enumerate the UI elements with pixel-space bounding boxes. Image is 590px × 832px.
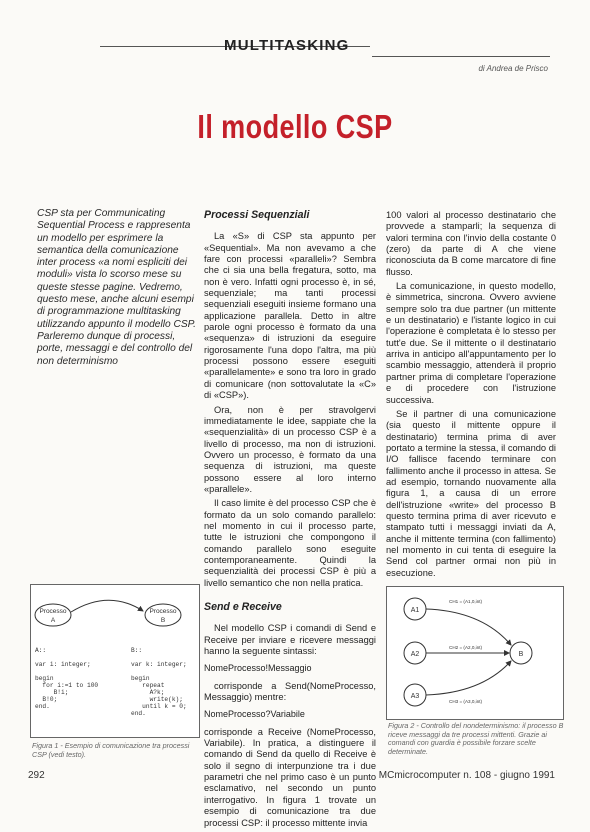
- channel-1-label: CH1 = (A1,0,int): [449, 599, 483, 604]
- node-a3-label: A3: [410, 693, 420, 700]
- header-rule-right: [372, 56, 550, 57]
- heading-processi-sequenziali: Processi Sequenziali: [204, 209, 310, 221]
- figure-1-caption: Figura 1 - Esempio di comunicazione tra processi CSP (vedi testo).: [32, 741, 190, 759]
- paragraph: Nel modello CSP i comandi di Send e Receive per inviare e ricevere messaggi hanno la seguente sintassi:: [204, 623, 376, 657]
- paragraph: La «S» di CSP sta appunto per «Sequential». Ma non avevamo a che fare con processi «paralleli»? Sembra che ci sia una bella fregatura, sotto, ma non è vero. Infatti ogni processo è, in sé, sequenziale; ma tanti processi sequenziali eseguiti insieme formano una applicazione parallela. Detto in altre parole ogni processo è formato da una «sequenza» di istruzioni da eseguire rigorosamente l'una dopo l'altra, ma più processi possono essere eseguiti «parallelamente» e sono tra loro in grado di comunicare (non sottovalutate la «C» di «CSP»).: [204, 231, 376, 401]
- article-abstract: CSP sta per Communicating Sequential Process e rappresenta un modello per esprimere la semantica della comunicazione inter process «a nomi espliciti dei moduli» vista lo scorso mese su queste stesse pagine. Vedremo, questo mese, anche alcuni esempi di programmazione multitasking utilizzando appunto il modello CSP. Parleremo dunque di processi, porte, messaggi e del controllo del non determinismo: [37, 208, 196, 367]
- figure-2: [386, 586, 564, 720]
- author-byline: di Andrea de Prisco: [478, 64, 548, 73]
- node-b-name: Processo: [149, 608, 177, 615]
- code-send-syntax: NomeProcesso!Messaggio: [204, 663, 312, 674]
- node-a-id: A: [50, 617, 56, 624]
- node-b-label: B: [518, 651, 524, 658]
- body-column-3: [386, 210, 556, 582]
- program-a-code: A:: var i: integer; begin for i:=1 to 100 B!i; B!0; end.: [35, 647, 99, 710]
- article-title: Il modello CSP: [197, 108, 393, 145]
- code-receive-syntax: NomeProcesso?Variabile: [204, 709, 305, 720]
- program-b-code: B:: var k: integer; begin repeat A?k; write(k); until k = 0; end.: [131, 647, 187, 717]
- section-title: MULTITASKING: [224, 37, 350, 54]
- message-arrow: [71, 600, 143, 612]
- paragraph: Il caso limite è del processo CSP che è formato da un solo comando parallelo: nel momento in cui il processo parte, tutte le istruzioni che compongono il comando parallelo sono eseguite contemporaneamente. Quindi la sequenzialità dei processi CSP è più a livello semantico che non nella pratica.: [204, 498, 376, 588]
- paragraph: Se il partner di una comunicazione (sia questo il mittente oppure il destinatario) termina prima di aver portato a termine la stessa, il comando di I/O fallisce facendo terminare con fallimento anche il processo in attesa. Se ad esempio, tornando nuovamente alla figura 1, a causa di un errore dell'istruzione «write» del processo B questo termina prima di aver ricevuto e stampato tutti i messaggi inviati da A, anche il mittente termina (con fallimento) nel momento in cui tenta di eseguire la Send col partner ormai non più in esecuzione.: [386, 408, 556, 578]
- node-b-id: B: [160, 617, 166, 624]
- paragraph: Ora, non è per stravolgervi immediatamente le idee, sappiate che la «sequenzialità» di un processo CSP è a livello di processo, ma non di istruzioni. Ovvero un processo, è formato da una sequenza di istruzioni, ma queste possono essere al loro interno «parallele».: [204, 404, 376, 494]
- body-column-2: [204, 210, 376, 832]
- paragraph: 100 valori al processo destinatario che provvede a stamparli; la sequenza di valori termina con l'invio della costante 0 (zero) da parte di A che viene riconosciuta da B come marcatore di fine flusso.: [386, 210, 556, 277]
- node-a1-label: A1: [410, 607, 420, 614]
- node-a-name: Processo: [39, 608, 67, 615]
- channel-2-label: CH2 = (A2,0,int): [449, 645, 483, 650]
- figure-2-caption: Figura 2 - Controllo del nondeterminismo: il processo B riceve messaggi da tre processi mittenti. Grazie ai comandi con guardia è possibile forzare scelte determinate.: [388, 721, 564, 756]
- node-a2-label: A2: [410, 651, 420, 658]
- heading-send-receive: Send e Receive: [204, 601, 282, 613]
- channel-1-arrow: [426, 609, 511, 645]
- paragraph: corrisponde a Receive (NomeProcesso, Variabile). In pratica, a distinguere il comando di Send da quello di Receive è solo il segno di interpunzione tra i due parametri che nel primo caso è un punto esclamativo, nel secondo un punto interrogativo. In figura 1 trovate un esempio di comunicazione tra due processi CSP: il processo mittente invia: [204, 726, 376, 828]
- channel-3-label: CH3 = (A3,0,int): [449, 699, 483, 704]
- paragraph: La comunicazione, in questo modello, è simmetrica, sincrona. Ovvero avviene sempre solo tra due partner (un mittente e un destinatario) e l'istante logico in cui l'operazione è completata è lo stesso per tutt'e due. Se il mittente o il destinatario arriva in anticipo all'appuntamento per lo scambio messaggio, attenderà il proprio partner prima di completare l'operazione e di procedere con l'istruzione successiva.: [386, 281, 556, 405]
- magazine-issue: MCmicrocomputer n. 108 - giugno 1991: [378, 770, 555, 781]
- channel-3-arrow: [426, 661, 511, 695]
- paragraph: corrisponde a Send(NomeProcesso, Messaggio) mentre:: [204, 680, 376, 703]
- figure-2-diagram: [387, 587, 563, 719]
- page-number: 292: [28, 770, 45, 781]
- figure-1: [30, 584, 200, 738]
